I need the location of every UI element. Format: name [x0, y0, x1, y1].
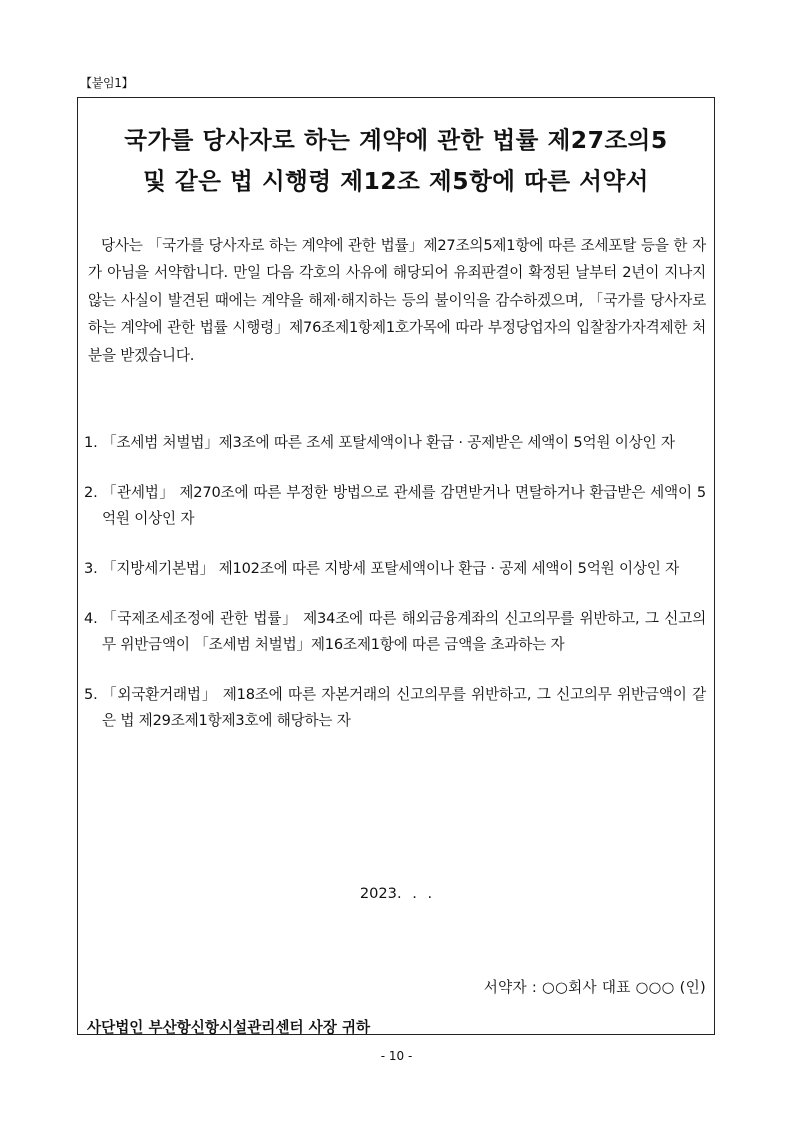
addressee-line: 사단법인 부산항신항시설관리센터 사장 귀하 — [87, 1019, 371, 1036]
pledge-document-frame — [77, 97, 715, 1035]
title-line-2: 및 같은 법 시행령 제12조 제5항에 따른 서약서 — [143, 167, 649, 195]
list-item-number: 3. — [84, 560, 98, 577]
list-item-number: 1. — [84, 434, 98, 451]
list-item-number: 4. — [84, 610, 98, 627]
list-item — [84, 556, 706, 582]
pledge-intro-paragraph: 당사는 「국가를 당사자로 하는 계약에 관한 법률」제27조의5제1항에 따른 조세포탈 등을 한 자가 아님을 서약합니다. 만일 다음 각호의 사유에 해당되어 유죄판결이 확정된 날부터 2년이 지나지 않는 사실이 발견된 때에는 계약을 해제‧해지하는 등의 불이익을 감수하겠으며, 「국가를 당사자로 하는 계약에 관한 법률 시행령」제76조제1항제1호가목에 따라 부정당업자의 입찰참가자격제한 처분을 받겠습니다. — [88, 237, 706, 364]
list-item-number: 2. — [84, 484, 98, 501]
list-item — [84, 430, 706, 456]
attachment-label: 【붙임1】 — [80, 76, 134, 90]
list-item-number: 5. — [84, 686, 98, 703]
pledge-date: 2023. . . — [359, 885, 433, 902]
list-item-text: 「조세범 처벌법」제3조에 따른 조세 포탈세액이나 환급 · 공제받은 세액이 5억원 이상인 자 — [102, 434, 675, 451]
document-title — [78, 120, 714, 202]
list-item — [84, 480, 706, 532]
list-item-text: 「관세법」 제270조에 따른 부정한 방법으로 관세를 감면받거나 면탈하거나 환급받은 세액이 5억원 이상인 자 — [102, 484, 706, 527]
list-item — [84, 682, 706, 734]
list-item-text: 「외국환거래법」 제18조에 따른 자본거래의 신고의무를 위반하고, 그 신고의무 위반금액이 같은 법 제29조제1항제3호에 해당하는 자 — [102, 686, 706, 729]
disqualification-list — [84, 430, 706, 758]
title-line-1: 국가를 당사자로 하는 계약에 관한 법률 제27조의5 — [124, 126, 668, 154]
list-item-text: 「지방세기본법」 제102조에 따른 지방세 포탈세액이나 환급 · 공제 세액이 5억원 이상인 자 — [102, 560, 680, 577]
signer-line: 서약자 : ○○회사 대표 ○○○ (인) — [483, 979, 706, 996]
list-item — [84, 606, 706, 658]
list-item-text: 「국제조세조정에 관한 법률」 제34조에 따른 해외금융계좌의 신고의무를 위반하고, 그 신고의무 위반금액이 「조세범 처벌법」제16조제1항에 따른 금액을 초과하는 자 — [102, 610, 706, 653]
page-number: - 10 - — [380, 1049, 413, 1063]
